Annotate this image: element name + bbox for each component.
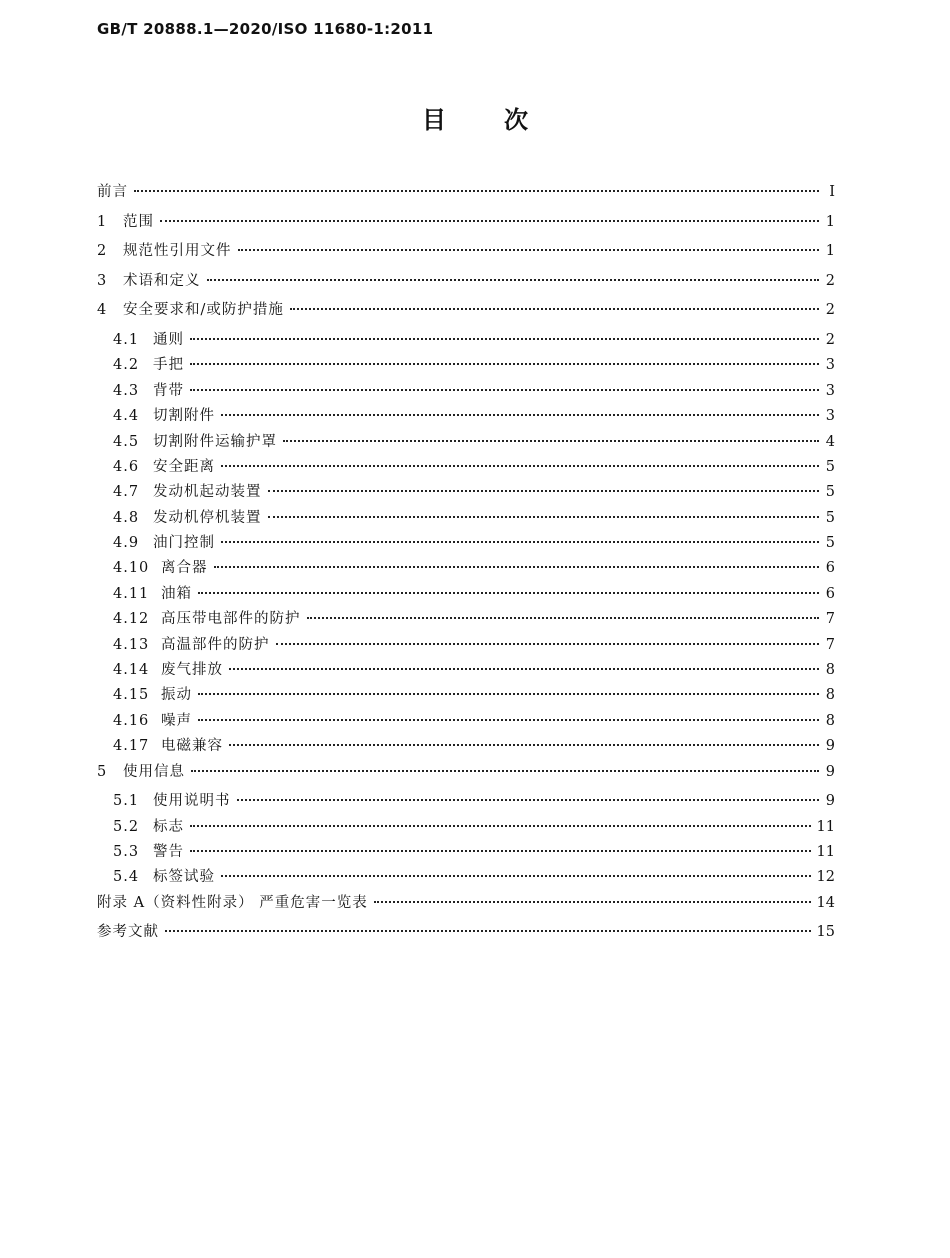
toc-entry-page-number: 12	[816, 869, 835, 886]
dot-leader	[229, 668, 819, 670]
toc-entry[interactable]	[97, 658, 835, 683]
toc-entry-number: 4.16	[113, 712, 150, 729]
toc-entry-page-number: 11	[816, 843, 835, 860]
toc-entry-title: 安全要求和/或防护措施	[123, 302, 284, 319]
dot-leader	[268, 490, 820, 492]
toc-entry-title: 电磁兼容	[161, 738, 223, 755]
toc-entry-page-number: 1	[825, 213, 835, 230]
toc-entry-number: 5.3	[113, 843, 140, 860]
dot-leader	[283, 440, 819, 442]
toc-entry-page-number: 8	[825, 662, 835, 679]
toc-entry-number: 4.3	[113, 382, 140, 399]
dot-leader	[214, 566, 820, 568]
toc-entry-page-number: 14	[816, 894, 835, 911]
toc-entry-page-number: 8	[825, 712, 835, 729]
toc-entry-number: 4.5	[113, 433, 140, 450]
dot-leader	[221, 414, 819, 416]
dot-leader	[237, 799, 820, 801]
dot-leader	[276, 643, 820, 645]
toc-entry-title: 切割附件	[153, 408, 215, 425]
toc-entry-page-number: 8	[825, 687, 835, 704]
dot-leader	[190, 825, 811, 827]
toc-entry[interactable]	[97, 404, 835, 429]
toc-entry-title: 发动机起动装置	[153, 484, 262, 501]
toc-entry-number: 4.9	[113, 535, 140, 552]
toc-entry-page-number: Ⅰ	[829, 184, 835, 200]
page-title: 目次	[422, 106, 586, 134]
toc-entry-title: 参考文献	[97, 924, 159, 941]
toc-entry[interactable]	[97, 531, 835, 556]
toc-entry-title: 发动机停机装置	[153, 509, 262, 526]
toc-entry[interactable]	[97, 328, 835, 353]
toc-entry-number: 4.2	[113, 357, 140, 374]
toc-entry[interactable]	[97, 210, 835, 240]
toc-entry-number: 4.4	[113, 408, 140, 425]
dot-leader	[190, 363, 819, 365]
dot-leader	[198, 719, 819, 721]
toc-entry-title: 规范性引用文件	[123, 243, 232, 260]
toc-entry-page-number: 2	[825, 331, 835, 348]
dot-leader	[190, 389, 819, 391]
toc-entry[interactable]	[97, 506, 835, 531]
toc-entry-number: 4.17	[113, 738, 150, 755]
dot-leader	[134, 190, 819, 192]
toc-entry[interactable]	[97, 298, 835, 328]
toc-entry-title: 安全距离	[153, 458, 215, 475]
toc-entry-title: 振动	[161, 687, 192, 704]
toc-entry-title: 噪声	[161, 712, 192, 729]
toc-entry-page-number: 9	[825, 793, 835, 810]
toc-entry[interactable]	[97, 683, 835, 708]
toc-entry[interactable]	[97, 582, 835, 607]
toc-entry-page-number: 5	[825, 535, 835, 552]
dot-leader	[198, 592, 819, 594]
toc-entry-number: 4.13	[113, 636, 150, 653]
toc-entry-title: 附录 A（资料性附录） 严重危害一览表	[97, 894, 368, 911]
dot-leader	[268, 516, 820, 518]
dot-leader	[229, 744, 819, 746]
toc-entry-title: 标志	[153, 818, 184, 835]
toc-entry[interactable]	[97, 920, 835, 950]
toc-entry[interactable]	[97, 430, 835, 455]
toc-entry-title: 油箱	[161, 585, 192, 602]
toc-entry-page-number: 2	[825, 272, 835, 289]
dot-leader	[207, 279, 820, 281]
toc-entry-title: 高温部件的防护	[161, 636, 270, 653]
toc-entry[interactable]	[97, 379, 835, 404]
toc-entry-number: 3	[97, 272, 108, 289]
toc-entry-number: 4.14	[113, 662, 150, 679]
dot-leader	[160, 220, 819, 222]
toc-entry-number: 4.6	[113, 458, 140, 475]
toc-entry-number: 4.12	[113, 611, 150, 628]
toc-entry-title: 高压带电部件的防护	[161, 611, 301, 628]
dot-leader	[221, 465, 819, 467]
toc-entry[interactable]	[97, 180, 835, 210]
toc-entry[interactable]	[97, 815, 835, 840]
toc-entry-number: 5.2	[113, 818, 140, 835]
toc-entry-page-number: 11	[816, 818, 835, 835]
toc-entry-title: 背带	[153, 382, 184, 399]
dot-leader	[307, 617, 820, 619]
toc-entry-number: 4.10	[113, 560, 150, 577]
toc-entry[interactable]	[97, 734, 835, 759]
toc-entry-number: 4.8	[113, 509, 140, 526]
toc-entry-title: 使用信息	[123, 763, 185, 780]
toc-entry[interactable]	[97, 239, 835, 269]
toc-entry-page-number: 3	[825, 408, 835, 425]
toc-entry[interactable]	[97, 789, 835, 814]
toc-entry-number: 5	[97, 763, 108, 780]
toc-entry-number: 4.1	[113, 331, 140, 348]
toc-entry-number: 5.1	[113, 793, 140, 810]
toc-entry-page-number: 4	[825, 433, 835, 450]
toc-entry-title: 前言	[97, 184, 128, 200]
toc-entry-number: 5.4	[113, 869, 140, 886]
dot-leader	[198, 693, 819, 695]
toc-entry-page-number: 2	[825, 302, 835, 319]
toc-entry-number: 2	[97, 243, 108, 260]
toc-entry-title: 术语和定义	[123, 272, 201, 289]
dot-leader	[191, 770, 819, 772]
toc-entry-page-number: 5	[825, 484, 835, 501]
toc-entry[interactable]	[97, 865, 835, 890]
toc-entry-title: 油门控制	[153, 535, 215, 552]
toc-entry-title: 手把	[153, 357, 184, 374]
toc-entry[interactable]	[97, 891, 835, 921]
dot-leader	[374, 901, 811, 903]
toc-entry-page-number: 7	[825, 636, 835, 653]
dot-leader	[238, 249, 820, 251]
toc-entry-title: 废气排放	[161, 662, 223, 679]
toc-entry[interactable]	[97, 556, 835, 581]
toc-entry[interactable]	[97, 709, 835, 734]
dot-leader	[221, 541, 819, 543]
toc-entry-number: 4	[97, 302, 108, 319]
toc-entry[interactable]	[97, 480, 835, 505]
toc-entry-number: 4.15	[113, 687, 150, 704]
toc-entry-page-number: 7	[825, 611, 835, 628]
toc-entry-page-number: 3	[825, 382, 835, 399]
toc-entry-title: 切割附件运输护罩	[153, 433, 277, 450]
toc-entry-number: 4.11	[113, 585, 150, 602]
toc-entry-title: 通则	[153, 331, 184, 348]
toc-entry[interactable]	[97, 455, 835, 480]
dot-leader	[221, 875, 811, 877]
toc-entry-page-number: 5	[825, 509, 835, 526]
dot-leader	[165, 930, 811, 932]
toc-entry-page-number: 9	[825, 763, 835, 780]
toc-entry-page-number: 1	[825, 243, 835, 260]
toc-entry-page-number: 5	[825, 458, 835, 475]
table-of-contents	[97, 180, 835, 950]
toc-entry[interactable]	[97, 840, 835, 865]
toc-entry-title: 标签试验	[153, 869, 215, 886]
toc-entry-title: 使用说明书	[153, 793, 231, 810]
toc-entry[interactable]	[97, 760, 835, 790]
toc-entry-page-number: 6	[825, 560, 835, 577]
dot-leader	[190, 338, 819, 340]
dot-leader	[190, 850, 811, 852]
toc-entry[interactable]	[97, 269, 835, 299]
toc-entry-title: 警告	[153, 843, 184, 860]
toc-entry-number: 4.7	[113, 484, 140, 501]
toc-entry-page-number: 3	[825, 357, 835, 374]
dot-leader	[290, 308, 819, 310]
toc-entry-title: 范围	[123, 213, 154, 230]
toc-entry-title: 离合器	[161, 560, 208, 577]
toc-entry-page-number: 15	[816, 924, 835, 941]
standard-code-header: GB/T 20888.1—2020/ISO 11680-1:2011	[97, 20, 434, 38]
toc-entry[interactable]	[97, 607, 835, 632]
toc-entry[interactable]	[97, 353, 835, 378]
toc-entry-number: 1	[97, 213, 108, 230]
toc-entry[interactable]	[97, 633, 835, 658]
toc-entry-page-number: 9	[825, 738, 835, 755]
toc-entry-page-number: 6	[825, 585, 835, 602]
